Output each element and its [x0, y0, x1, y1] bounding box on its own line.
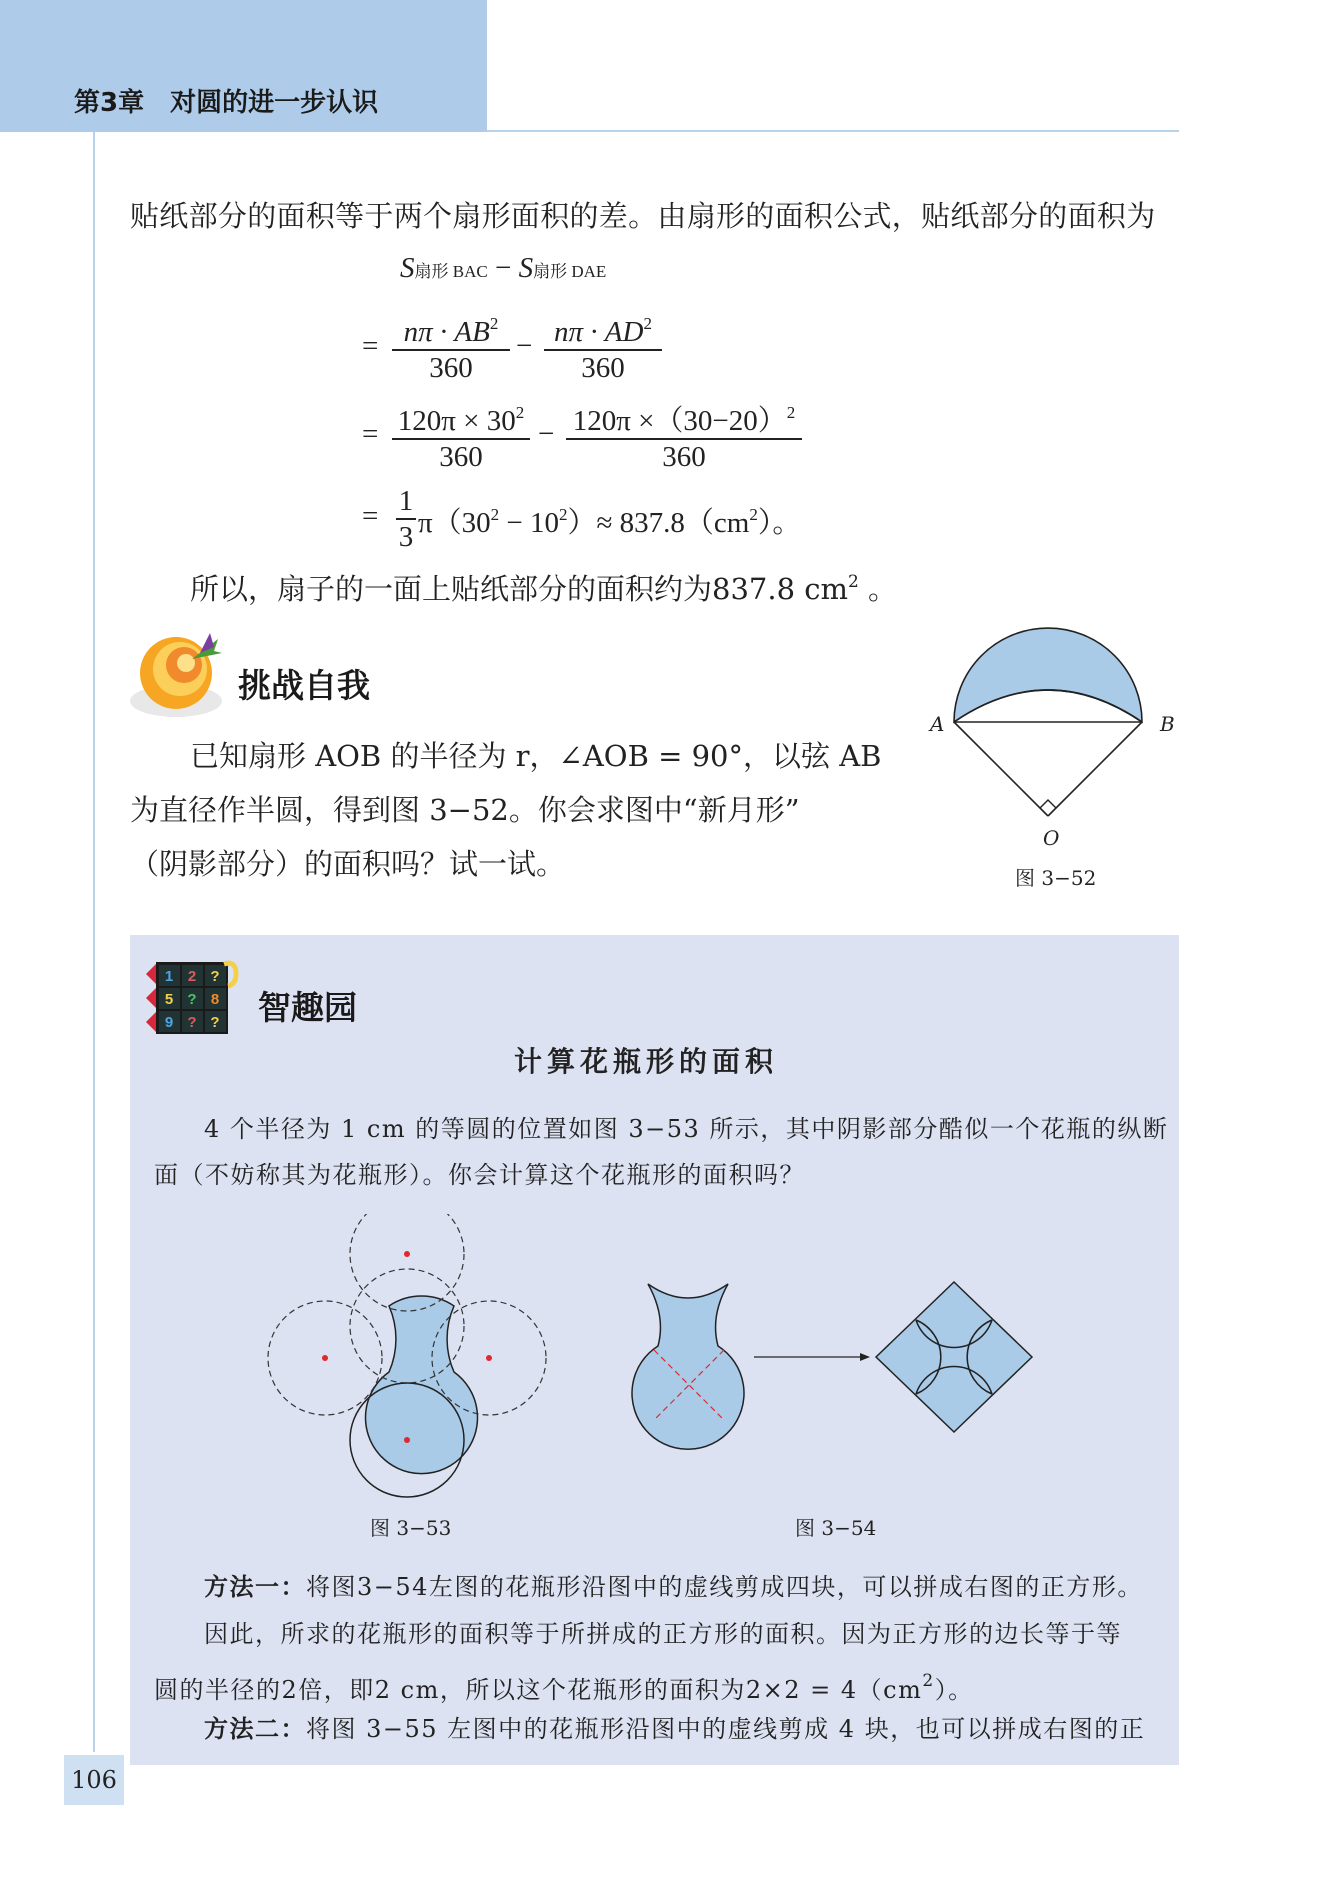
- label-o: O: [1043, 826, 1060, 850]
- number-grid-icon: [146, 960, 242, 1038]
- grid-digit: 8: [210, 991, 220, 1008]
- figure-3-54-caption: 图 3−54: [795, 1516, 877, 1540]
- grid-digit: ?: [210, 968, 220, 985]
- minus-sign: −: [538, 418, 555, 450]
- grid-digit: 9: [164, 1014, 174, 1031]
- label-b: B: [1160, 712, 1175, 736]
- fraction-120pi-30: $120\pi \times 30^2$ 360: [392, 396, 530, 474]
- chapter-title: 第3章 对圆的进一步认识: [74, 88, 379, 118]
- fun-box-para-line-1: 4 个半径为 1 cm 的等圆的位置如图 3−53 所示，其中阴影部分酷似一个花瓶的纵断: [204, 1115, 1169, 1143]
- equals-sign: =: [362, 500, 379, 532]
- fun-box-title: 智趣园: [258, 988, 357, 1027]
- grid-digit: 1: [164, 968, 174, 985]
- method-1-line-3: 圆的半径的2倍，即2 cm，所以这个花瓶形的面积为$2\times 2 = 4(cm^2)$。: [154, 1671, 974, 1704]
- figure-3-52-caption: 图 3−52: [1015, 866, 1097, 890]
- figure-3-53-caption: 图 3−53: [370, 1516, 452, 1540]
- target-icon: [128, 625, 226, 725]
- method-1-line-2: 因此，所求的花瓶形的面积等于所拼成的正方形的面积。因为正方形的边长等于等: [204, 1620, 1122, 1648]
- minus-sign: −: [516, 330, 533, 362]
- formula-line-1: S扇形 BAC − S扇形 DAE: [400, 252, 607, 284]
- challenge-line-2: 为直径作半圆，得到图 3−52。你会求图中“新月形”: [130, 793, 800, 827]
- fun-box-subtitle: 计算花瓶形的面积: [514, 1045, 779, 1078]
- grid-digit: ?: [187, 1014, 197, 1031]
- grid-digit: 2: [187, 968, 197, 985]
- challenge-line-3: （阴影部分）的面积吗？试一试。: [130, 847, 566, 881]
- grid-digit: 5: [164, 991, 174, 1008]
- label-a: A: [930, 712, 945, 736]
- formula-line-4-result: $\pi(30^2 - 10^2)\approx 837.8(cm^2)$。: [418, 505, 802, 539]
- conclusion-paragraph: 所以，扇子的一面上贴纸部分的面积约为837.8 $cm^2$ 。: [190, 572, 898, 606]
- grid-digit: ?: [187, 991, 197, 1008]
- method-1-line-1: 方法一：将图3−54左图的花瓶形沿图中的虚线剪成四块，可以拼成右图的正方形。: [204, 1573, 1143, 1601]
- fraction-120pi-10: $120\pi \times(30-20)^2$ 360: [566, 396, 802, 474]
- figure-3-52: [920, 620, 1180, 860]
- margin-rule: [93, 132, 95, 1752]
- page-number: 106: [64, 1755, 124, 1805]
- figure-3-53: [262, 1214, 562, 1514]
- fraction-ad: $n\pi \cdot AD^2$ 360: [544, 307, 662, 385]
- header-rule: [487, 130, 1179, 132]
- figure-3-54: [620, 1270, 1040, 1470]
- method-2-line-1: 方法二：将图 3−55 左图中的花瓶形沿图中的虚线剪成 4 块，也可以拼成右图的正: [204, 1715, 1146, 1743]
- fraction-one-third: 1 3: [396, 484, 416, 554]
- fun-box-para-line-2: 面（不妨称其为花瓶形）。你会计算这个花瓶形的面积吗？: [154, 1161, 805, 1189]
- challenge-line-1: 已知扇形 AOB 的半径为 r，∠AOB = 90°，以弦 AB: [190, 739, 882, 773]
- equals-sign: =: [362, 418, 379, 450]
- intro-paragraph: 贴纸部分的面积等于两个扇形面积的差。由扇形的面积公式，贴纸部分的面积为: [130, 199, 1156, 233]
- challenge-title: 挑战自我: [238, 666, 370, 705]
- fraction-ab: $n\pi \cdot AB^2$ 360: [392, 307, 510, 385]
- equals-sign: =: [362, 330, 379, 362]
- grid-digit: ?: [210, 1014, 220, 1031]
